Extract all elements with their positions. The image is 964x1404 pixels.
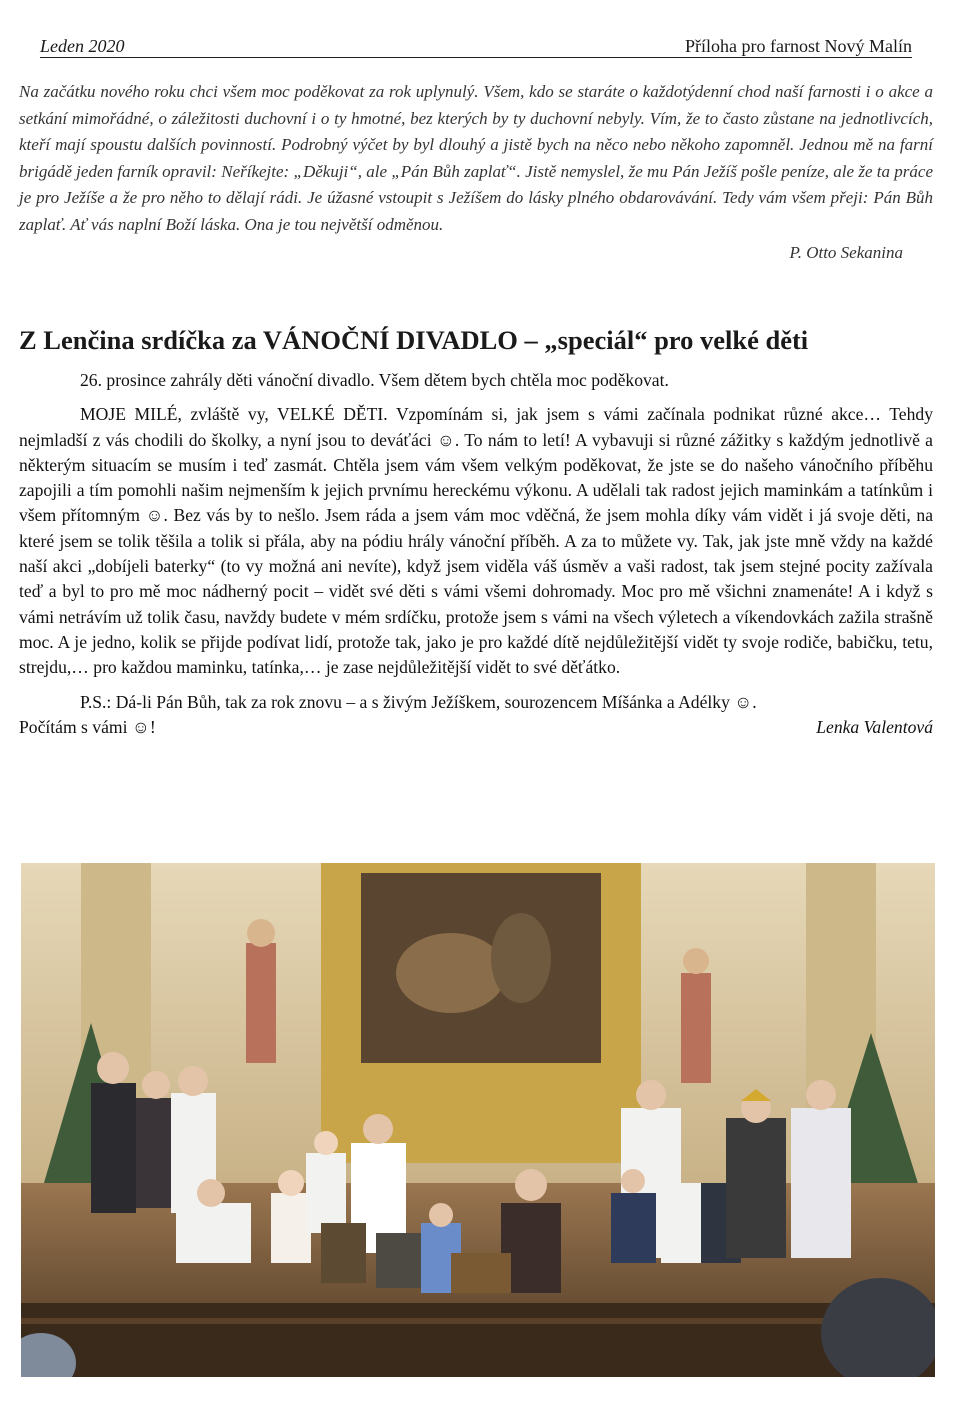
manger (451, 1253, 511, 1293)
intro-text: Na začátku nového roku chci všem moc poděkovat za rok uplynulý. Všem, kdo se staráte o každotýdenní chod naší farnosti i o akce a setkání mimořádné, o záležitosti duchovní i o ty hmotné, bez kterých by ty duchovní nebyly. Vím, že to často zůstane na jednotlivcích, kteří mají spoustu dalších povinností. Podrobný výčet by byl dlouhý a jistě bych na něco nebo někoho zapomněl. Jednou mě na farní brigádě jeden farník opravil: Neříkejte: „Děkuji“, ale „Pán Bůh zaplať“. Jistě nemyslel, že mu Pán Ježíš pošle peníze, ale že ta práce je pro Ježíše a že pro něho to dělají rádi. Je úžasné vstoupit s Ježíšem do lásky plného obdarovávání. Tedy vám všem přeji: Pán Bůh zaplať. Ať vás naplní Boží láska. Ona je tou největší odměnou. (19, 82, 933, 234)
photo-illustration (21, 863, 935, 1377)
nativity-play-photo (21, 863, 935, 1377)
article-closing: Počítám s vámi ☺! (19, 716, 156, 737)
intro-author: P. Otto Sekanina (789, 243, 903, 262)
article-body (19, 368, 933, 740)
page-header (40, 35, 912, 58)
pews (21, 1303, 935, 1377)
statue-left (246, 943, 276, 1063)
statue-right (681, 973, 711, 1083)
article-paragraph: P.S.: Dá-li Pán Bůh, tak za rok znovu – a s živým Ježíškem, sourozencem Míšánka a Adélky ☺. (80, 691, 757, 712)
article-paragraph: 26. prosince zahrály děti vánoční divadlo. Všem dětem bych chtěla moc poděkovat. (80, 370, 669, 390)
article-signature: Lenka Valentová (816, 716, 933, 737)
header-date: Leden 2020 (40, 36, 125, 56)
article-paragraph: MOJE MILÉ, zvláště vy, VELKÉ DĚTI. Vzpomínám si, jak jsem s vámi začínala podnikat různé akce… Tehdy nejmladší z vás chodili do školky, a nyní jsou to deváťáci ☺. To nám to letí! A vybavuji si různé zážitky s každým jednotlivě a některým situacím se musím i teď zasmát. Chtěla jsem vám všem velkým poděkovat, že jste se do našeho vánočního příběhu zapojili a tím pomohli našim nejmenším k jejich prvnímu hereckému výkonu. A udělali tak radost jejich maminkám a tatínkům i všem přítomným ☺. Bez vás by to nešlo. Jsem ráda a jsem vám moc vděčná, že jsem mohla díky vám vidět i já svoje děti, na které jsem se tolik těšila a tolik si přála, aby na pódiu hrály vánoční příběh. A za to můžete vy. Tak, jak jste mně vždy na každé naší akci „dobíjeli baterky“ (to vy možná ani nevíte), když jsem viděla váš úsměv a vaši radost, tak jsem stejné pocity zažívala teď a byl to pro mě moc nádherný pocit – vidět své děti s vámi všemi dohromady. Moc pro mě všichni znamenáte! A i když s vámi netrávím už tolik času, navždy budete v mém srdíčku, protože jsem s vámi na všech výletech a víkendovkách zažila strašně moc. A je jedno, kolik se přijde podívat lidí, protože tak, jako je pro každé dítě nejdůležitější vidět ty svoje rodiče, babičku, tetu, strejdu,… pro každou maminku, tatínka,… je zase nejdůležitější vidět to své děťátko. (19, 404, 933, 678)
intro-section (19, 79, 933, 267)
article-title: Z Lenčina srdíčka za VÁNOČNÍ DIVADLO – „speciál“ pro velké děti (19, 325, 809, 355)
header-publication: Příloha pro farnost Nový Malín (685, 36, 912, 56)
article-signature-row (19, 715, 933, 740)
